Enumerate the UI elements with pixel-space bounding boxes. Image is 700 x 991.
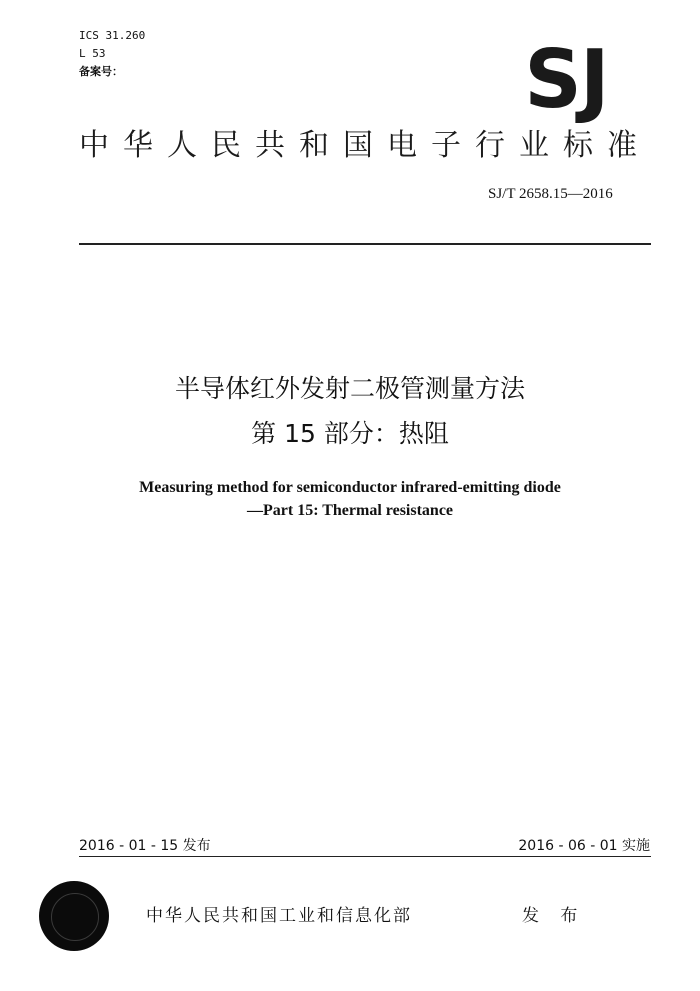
sj-logo: SJ [524, 33, 608, 126]
chinese-title-line-2: 第 15 部分：热阻 [251, 419, 449, 448]
implementation-date: 2016 - 06 - 01 实施 [518, 838, 650, 854]
ics-code: ICS 31.260 [79, 29, 146, 42]
classification-code: L 53 [79, 47, 106, 60]
standard-number: SJ/T 2658.15—2016 [488, 186, 613, 202]
english-title-line-2: —Part 15: Thermal resistance [246, 502, 454, 519]
record-number-label: 备案号： [79, 65, 123, 78]
industry-standard-banner: 中华人民共和国电子行业标准 [79, 128, 651, 163]
publish-date: 2016 - 01 - 15 发布 [79, 838, 211, 854]
english-title-line-1: Measuring method for semiconductor infrared-emitting diode [139, 479, 561, 496]
chinese-title-line-1: 半导体红外发射二极管测量方法 [174, 374, 525, 403]
issuing-authority: 中华人民共和国工业和信息化部 [146, 906, 412, 926]
ministry-seal-icon [39, 881, 109, 951]
issue-label: 发 布 [522, 906, 586, 926]
header-divider [79, 243, 651, 245]
footer-divider [79, 856, 651, 857]
